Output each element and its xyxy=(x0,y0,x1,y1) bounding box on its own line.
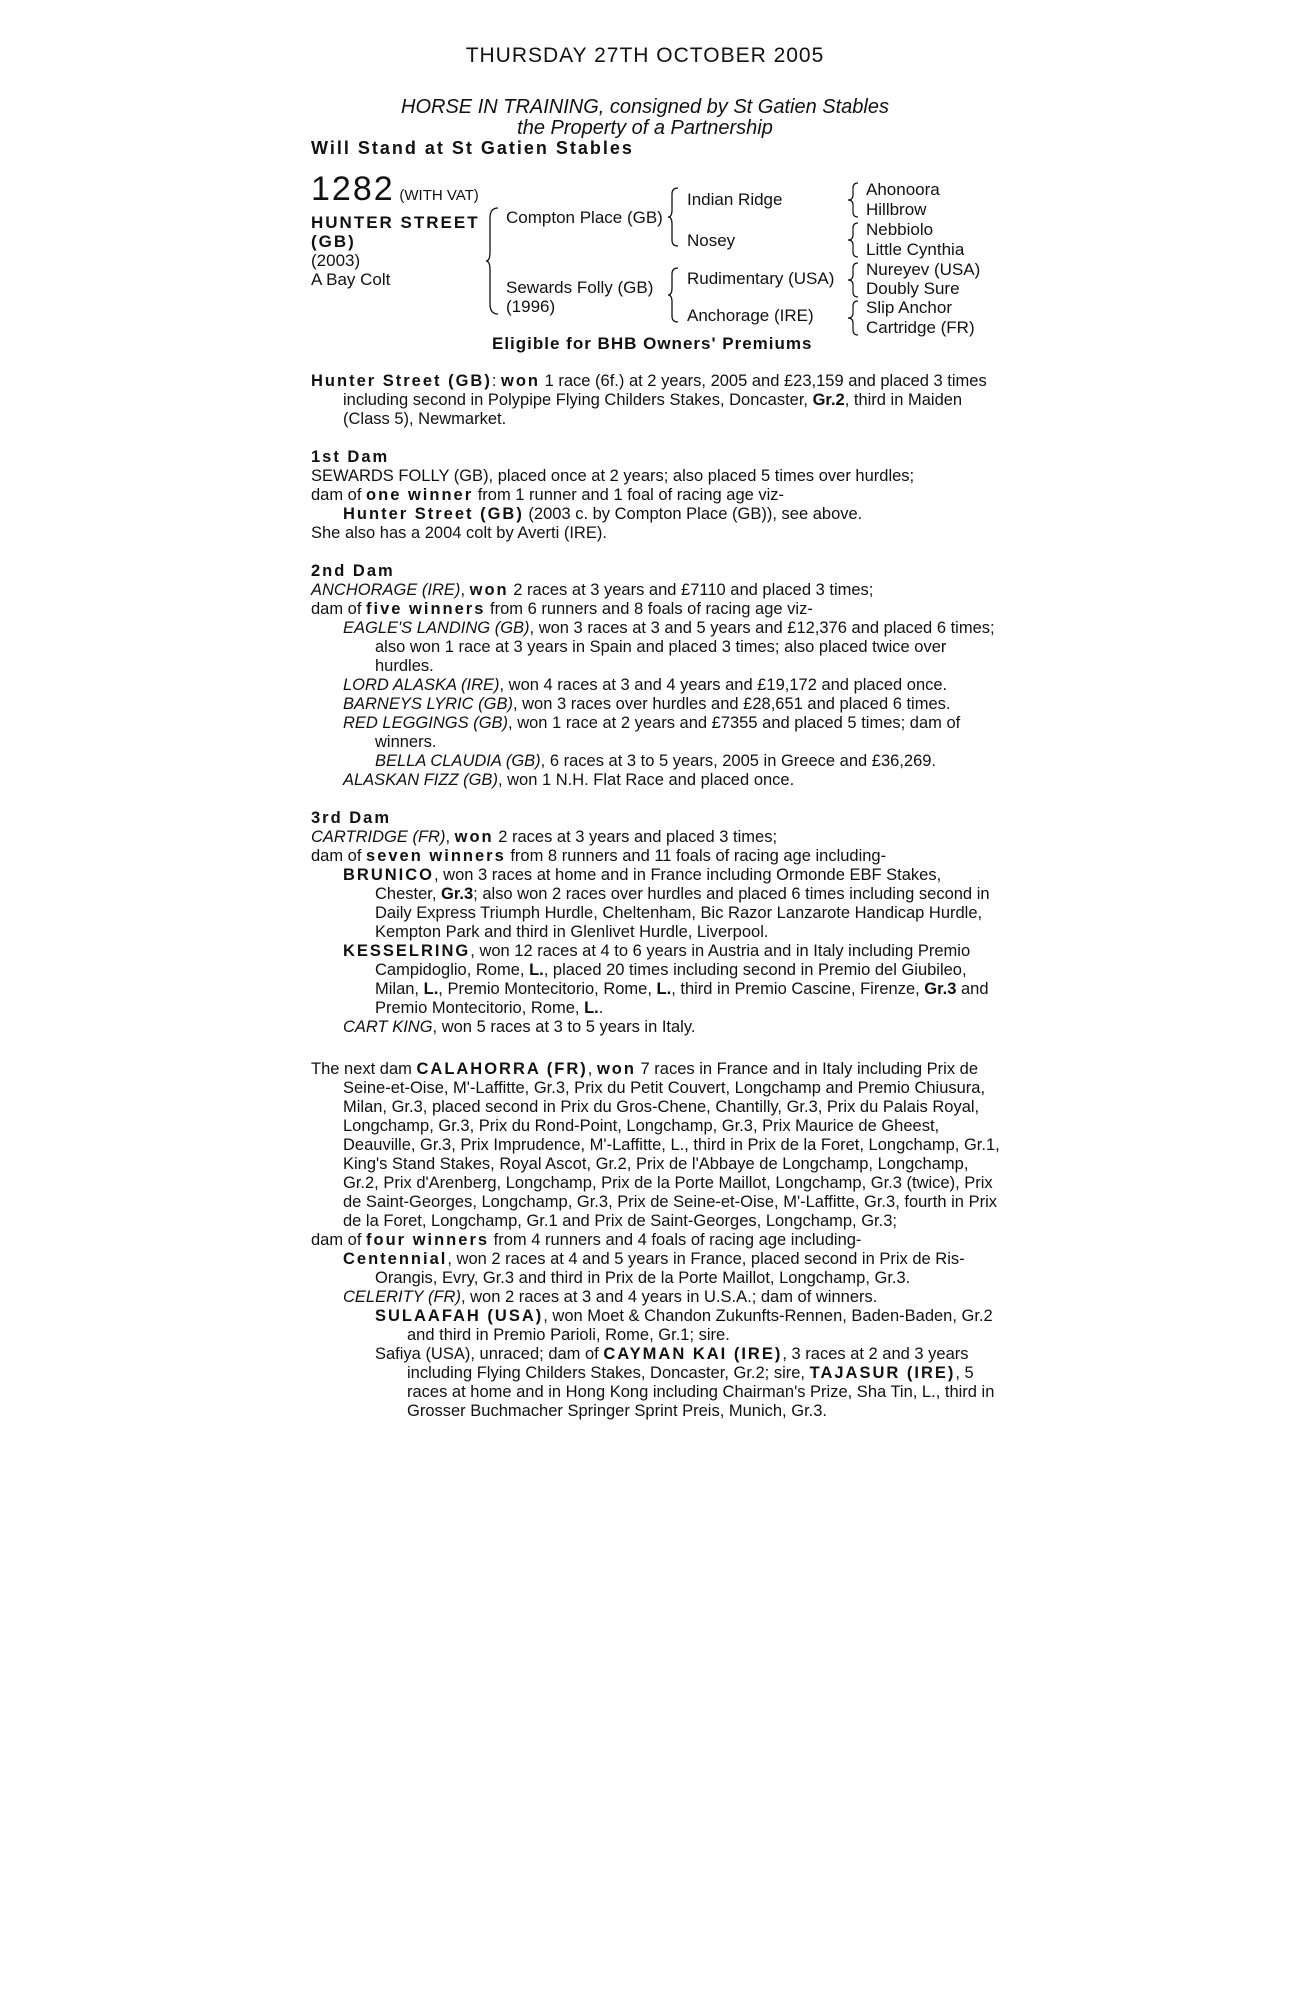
progeny-item xyxy=(311,714,1001,752)
text: from 6 runners and 8 foals of racing age viz- xyxy=(485,600,813,618)
next-dam-produce xyxy=(311,1231,1001,1250)
grade: L. xyxy=(423,980,439,998)
text: dam of xyxy=(311,847,367,865)
text: 2 races at 3 years and placed 3 times; xyxy=(493,828,778,846)
lot-block xyxy=(311,170,480,289)
pedigree-g3-4: Little Cynthia xyxy=(866,240,965,259)
progeny-text: , 3 races at 2 and 3 years including Flying Childers Stakes, Doncaster, Gr.2; sire, xyxy=(407,1345,969,1382)
dam-name: ANCHORAGE (IRE) xyxy=(311,581,461,599)
pedigree-sire-dam: Nosey xyxy=(687,231,736,250)
text: 2 races at 3 years and £7110 and placed 3 times; xyxy=(508,581,874,599)
first-dam-heading: 1st Dam xyxy=(311,448,390,466)
winners-count: one winner xyxy=(366,486,474,504)
progeny-name: BARNEYS LYRIC (GB) xyxy=(343,695,513,713)
text: from 4 runners and 4 foals of racing age including- xyxy=(489,1231,862,1249)
winners-count: four winners xyxy=(366,1231,490,1249)
record-sep: : xyxy=(491,372,502,390)
eligibility-note: Eligible for BHB Owners' Premiums xyxy=(492,334,813,353)
sale-date: THURSDAY 27TH OCTOBER 2005 xyxy=(465,44,825,67)
lot-vat: (WITH VAT) xyxy=(399,187,479,204)
text: The next dam xyxy=(311,1060,417,1078)
progeny-text: , won 2 races at 3 and 4 years in U.S.A.; dam of winners. xyxy=(460,1288,878,1306)
progeny-text: , Premio Montecitorio, Rome, xyxy=(438,980,657,998)
progeny-text: , won 3 races over hurdles and £28,651 and placed 6 times. xyxy=(512,695,951,713)
progeny-name: TAJASUR (IRE) xyxy=(809,1364,956,1382)
grade: L. xyxy=(584,999,599,1017)
pedigree-g3-8: Cartridge (FR) xyxy=(866,318,975,337)
progeny-name: Hunter Street (GB) xyxy=(343,505,524,523)
first-dam-line: SEWARDS FOLLY (GB), placed once at 2 years; also placed 5 times over hurdles; xyxy=(311,467,915,485)
text: from 8 runners and 11 foals of racing age including- xyxy=(505,847,887,865)
progeny-text: and Premio Montecitorio, Rome, xyxy=(375,980,989,1017)
progeny-text: , won 4 races at 3 and 4 years and £19,172 and placed once. xyxy=(499,676,948,694)
text: dam of xyxy=(311,1231,367,1249)
pedigree-g3-1: Ahonoora xyxy=(866,180,940,199)
pedigree-brace-g3-2 xyxy=(848,222,860,258)
winners-count: seven winners xyxy=(366,847,506,865)
progeny-text: (2003 c. by Compton Place (GB)), see above. xyxy=(523,505,863,523)
grandprogeny-item xyxy=(311,1307,1001,1345)
dam-name: CALAHORRA (FR) xyxy=(416,1060,588,1078)
progeny-name: CELERITY (FR) xyxy=(343,1288,461,1306)
record-text: 1 race (6f.) at 2 years, 2005 and £23,159 and placed 3 times including second in Polypipe Flying Childers Stakes, Doncaster, xyxy=(343,372,987,409)
progeny-item xyxy=(311,1288,1001,1307)
won: won xyxy=(469,581,509,599)
second-dam-heading: 2nd Dam xyxy=(311,562,395,580)
pedigree-dam: Sewards Folly (GB) xyxy=(506,278,654,297)
first-dam-note: She also has a 2004 colt by Averti (IRE). xyxy=(311,524,607,542)
progeny-text: , won 1 race at 2 years and £7355 and placed 5 times; dam of winners. xyxy=(375,714,961,751)
progeny-text: , 5 races at home and in Hong Kong including Chairman's Prize, Sha Tin, L., third in Grosser Buchmacher Springer Sprint Preis, Munich, Gr.3. xyxy=(407,1364,995,1420)
lot-number: 1282 xyxy=(311,170,395,208)
progeny-name: CAYMAN KAI (IRE) xyxy=(603,1345,783,1363)
text: dam of xyxy=(311,600,367,618)
record-horse-name: Hunter Street (GB) xyxy=(311,372,492,390)
pedigree-dam-dam: Anchorage (IRE) xyxy=(687,306,814,325)
catalogue-body xyxy=(311,372,1001,1421)
pedigree-sire: Compton Place (GB) xyxy=(506,208,663,227)
pedigree-brace-g3-1 xyxy=(848,182,860,218)
progeny-text: , won 12 races at 4 to 6 years in Austria and in Italy including Premio Campidoglio, Rome, xyxy=(375,942,971,979)
pedigree-g3-7: Slip Anchor xyxy=(866,298,952,317)
progeny-item: KESSELRING, won 12 races at 4 to 6 years in Austria and in Italy including Premio Campidoglio, Rome, L., placed 20 times including second in Premio del Giubileo, Milan, L., Premio Montecitorio, Rome, L., third in Premio Cascine, Firenze, Gr.3 and Premio Montecitorio, Rome, L.. xyxy=(343,942,989,1017)
progeny-name: BRUNICO xyxy=(343,866,434,884)
progeny-item xyxy=(311,676,1001,695)
next-dam-paragraph: The next dam CALAHORRA (FR), won 7 races in France and in Italy including Prix de Seine-et-Oise, M'-Laffitte, Gr.3, Prix du Petit Couvert, Longchamp and Premio Chiusura, Milan, Gr.3, placed second in Prix du Gros-Chene, Chantilly, Gr.3, Prix du Palais Royal, Longchamp, Gr.3, Prix du Rond-Point, Longchamp, Gr.3, Prix Maurice de Gheest, Deauville, Gr.3, Prix Imprudence, M'-Laffitte, L., third in Prix de la Foret, Longchamp, Gr.1, King's Stand Stakes, Royal Ascot, Gr.2, Prix de l'Abbaye de Longchamp, Longchamp, Gr.2, Prix d'Arenberg, Longchamp, Prix de la Porte Maillot, Longchamp, Gr.3 (twice), Prix de Saint-Georges, Longchamp, Gr.3, Prix de Seine-et-Oise, M'-Laffitte, Gr.3, fourth in Prix de la Foret, Longchamp, Gr.1 and Prix de Saint-Georges, Longchamp, Gr.3; xyxy=(311,1060,1000,1230)
horse-year: (2003) xyxy=(311,251,361,270)
progeny-name: LORD ALASKA (IRE) xyxy=(343,676,500,694)
progeny-text: , won 3 races at home and in France including Ormonde EBF Stakes, Chester, xyxy=(375,866,942,903)
progeny-name: CART KING xyxy=(343,1018,433,1036)
second-dam-line: ANCHORAGE (IRE), won 2 races at 3 years and £7110 and placed 3 times; xyxy=(311,581,874,599)
progeny-item xyxy=(311,619,1001,676)
record-won: won xyxy=(501,372,541,390)
horse-name: HUNTER STREET xyxy=(311,213,480,232)
grandprogeny-item xyxy=(311,752,1001,771)
third-dam-heading: 3rd Dam xyxy=(311,809,392,827)
text: dam of xyxy=(311,486,367,504)
ownership-line: the Property of a Partnership xyxy=(517,117,773,139)
progeny-name: BELLA CLAUDIA (GB) xyxy=(375,752,541,770)
text: from 1 runner and 1 foal of racing age viz- xyxy=(473,486,785,504)
record-grade: Gr.2 xyxy=(812,391,845,409)
pedigree-brace-dam xyxy=(668,266,680,324)
record-text-end: , third in Maiden (Class 5), Newmarket. xyxy=(343,391,963,428)
progeny-name: KESSELRING xyxy=(343,942,471,960)
progeny-name: EAGLE'S LANDING (GB) xyxy=(343,619,530,637)
race-record xyxy=(311,372,1001,429)
pedigree-g3-6: Doubly Sure xyxy=(866,279,960,298)
won: won xyxy=(454,828,494,846)
progeny-item xyxy=(311,695,1001,714)
progeny-name: Centennial xyxy=(343,1250,448,1268)
next-dam-text: 7 races in France and in Italy including Prix de Seine-et-Oise, M'-Laffitte, Gr.3, Prix du Petit Couvert, Longchamp and Premio Chiusura, Milan, Gr.3, placed second in Prix du Gros-Chene, Chantilly, Gr.3, Prix du Palais Royal, Longchamp, Gr.3, Prix du Rond-Point, Longchamp, Gr.3, Prix Maurice de Gheest, Deauville, Gr.3, Prix Imprudence, M'-Laffitte, L., third in Prix de la Foret, Longchamp, Gr.1, King's Stand Stakes, Royal Ascot, Gr.2, Prix de l'Abbaye de Longchamp, Longchamp, Gr.2, Prix d'Arenberg, Longchamp, Prix de la Porte Maillot, Longchamp, Gr.3 (twice), Prix de Saint-Georges, Longchamp, Gr.3, Prix de Seine-et-Oise, M'-Laffitte, Gr.3, fourth in Prix de la Foret, Longchamp, Gr.1 and Prix de Saint-Georges, Longchamp, Gr.3; xyxy=(343,1060,1000,1230)
won: won xyxy=(596,1060,636,1078)
progeny-name: SULAAFAH (USA) xyxy=(375,1307,544,1325)
second-dam-produce xyxy=(311,600,1001,619)
progeny-text: Safiya (USA), unraced; dam of xyxy=(375,1345,604,1363)
pedigree-brace-main xyxy=(486,206,500,316)
pedigree-dam-sire: Rudimentary (USA) xyxy=(687,269,835,288)
pedigree-g3-2: Hillbrow xyxy=(866,200,927,219)
progeny-name: ALASKAN FIZZ (GB) xyxy=(343,771,498,789)
grandprogeny-item xyxy=(311,1345,1001,1421)
third-dam-produce xyxy=(311,847,1001,866)
progeny-text: ; also won 2 races over hurdles and placed 6 times including second in Daily Express Triumph Hurdle, Cheltenham, Bic Razor Lanzarote Handicap Hurdle, Kempton Park and third in Glenlivet Hurdle, Liverpool. xyxy=(375,885,990,941)
pedigree-brace-sire xyxy=(668,186,680,248)
progeny-text: , third in Premio Cascine, Firenze, xyxy=(671,980,925,998)
pedigree-brace-g3-3 xyxy=(848,262,860,298)
stand-line: Will Stand at St Gatien Stables xyxy=(311,138,634,158)
pedigree-brace-g3-4 xyxy=(848,300,860,336)
first-dam-progeny xyxy=(311,505,1001,524)
pedigree-g3-5: Nureyev (USA) xyxy=(866,260,981,279)
progeny-text: , won 3 races at 3 and 5 years and £12,376 and placed 6 times; also won 1 race at 3 years in Spain and placed 3 times; also placed twice over hurdles. xyxy=(375,619,995,675)
progeny-text: , won 5 races at 3 to 5 years in Italy. xyxy=(432,1018,696,1036)
progeny-text: , placed 20 times including second in Premio del Giubileo, Milan, xyxy=(375,961,967,998)
horse-description: A Bay Colt xyxy=(311,270,391,289)
dam-name: CARTRIDGE (FR) xyxy=(311,828,446,846)
third-dam-line: CARTRIDGE (FR), won 2 races at 3 years and placed 3 times; xyxy=(311,828,778,846)
grade: Gr.3 xyxy=(441,885,474,903)
grade: L. xyxy=(529,961,544,979)
progeny-item xyxy=(311,866,1001,942)
winners-count: five winners xyxy=(366,600,486,618)
first-dam-produce xyxy=(311,486,1001,505)
progeny-item xyxy=(311,1250,1001,1288)
grade: Gr.3 xyxy=(924,980,957,998)
progeny-item xyxy=(311,771,1001,790)
progeny-item xyxy=(311,1018,1001,1037)
progeny-name: RED LEGGINGS (GB) xyxy=(343,714,509,732)
grade: L. xyxy=(656,980,672,998)
progeny-text: , 6 races at 3 to 5 years, 2005 in Greece and £36,269. xyxy=(540,752,937,770)
pedigree-dam-year: (1996) xyxy=(506,297,556,316)
progeny-text: , won 2 races at 4 and 5 years in France, placed second in Prix de Ris-Orangis, Evry, Gr.3 and third in Prix de la Porte Maillot, Longchamp, Gr.3. xyxy=(375,1250,965,1287)
pedigree-sire-sire: Indian Ridge xyxy=(687,190,783,209)
pedigree-g3-3: Nebbiolo xyxy=(866,220,934,239)
progeny-text: , won 1 N.H. Flat Race and placed once. xyxy=(497,771,795,789)
consignment-line: HORSE IN TRAINING, consigned by St Gatien Stables xyxy=(401,96,889,118)
horse-country: (GB) xyxy=(311,232,356,251)
progeny-text: , won Moet & Chandon Zukunfts-Rennen, Baden-Baden, Gr.2 and third in Premio Parioli, Rome, Gr.1; sire. xyxy=(407,1307,993,1344)
